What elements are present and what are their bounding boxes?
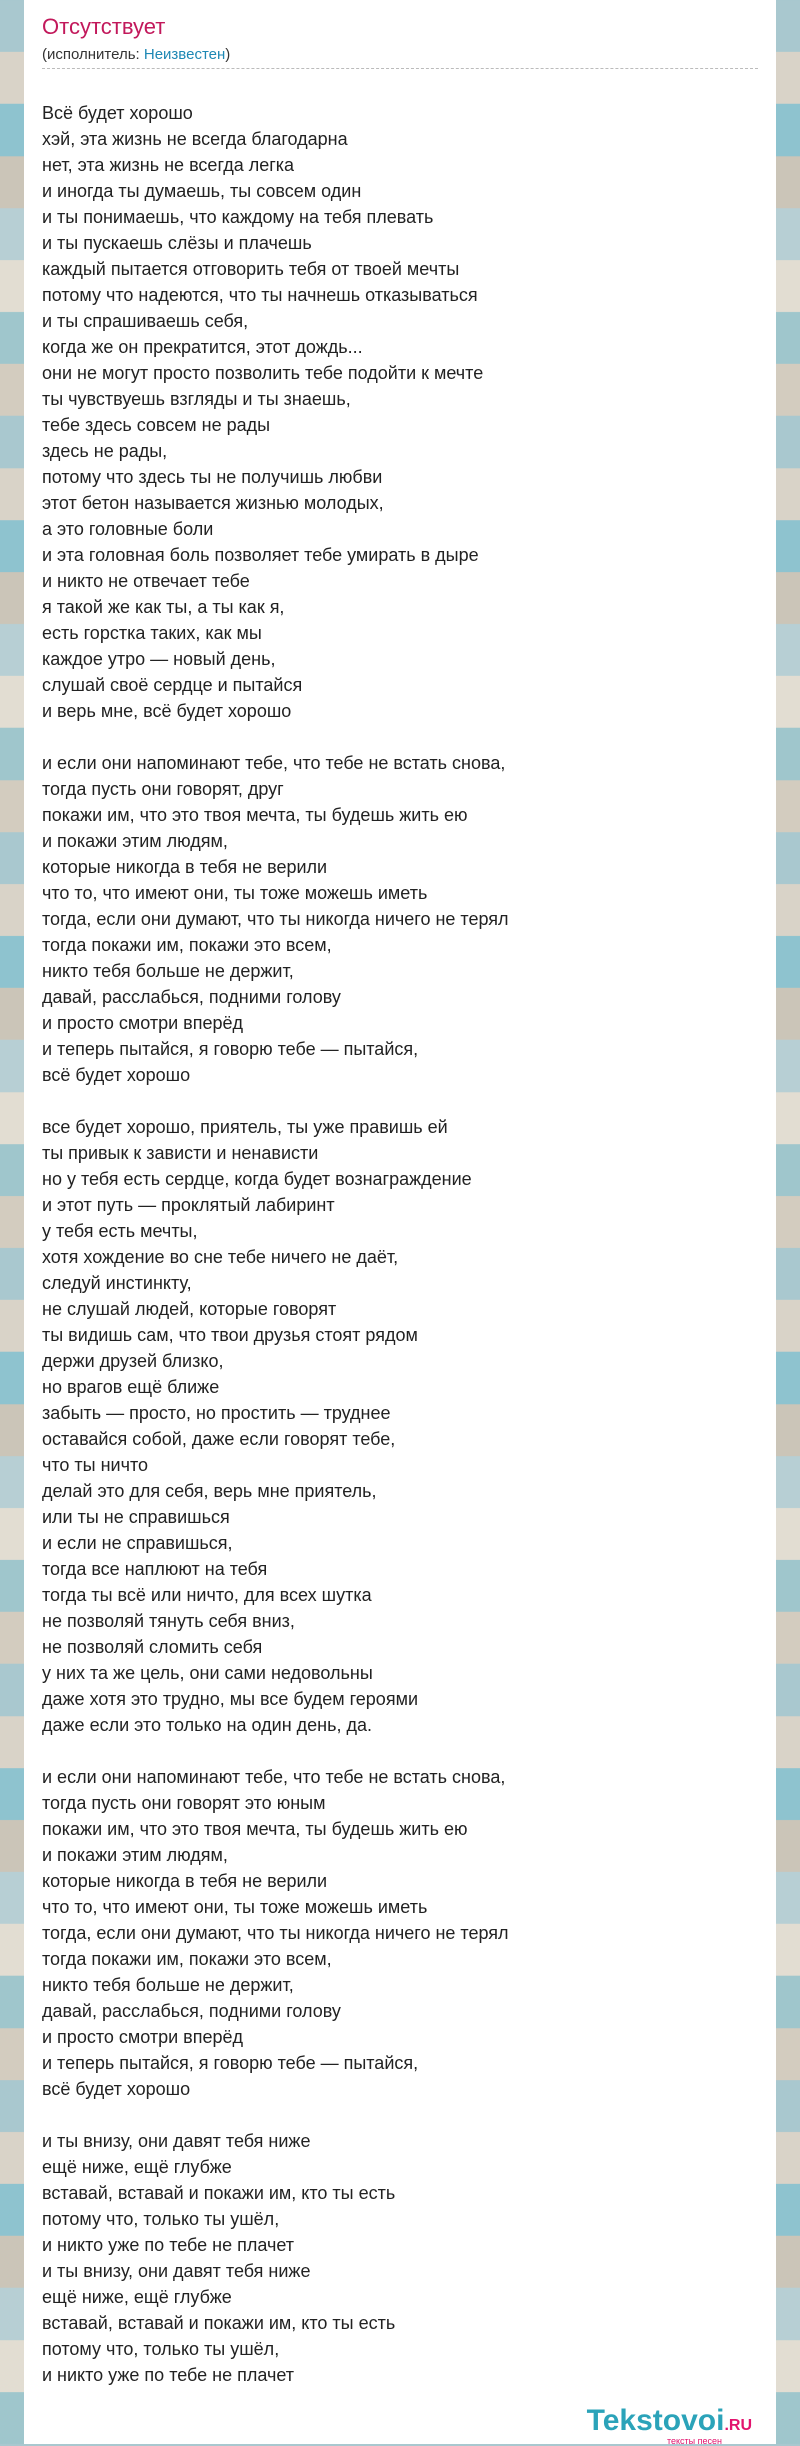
lyric-line: каждое утро — новый день, — [42, 649, 276, 669]
lyric-line: и если они напоминают тебе, что тебе не встать снова, — [42, 1767, 506, 1787]
lyric-line: забыть — просто, но простить — труднее — [42, 1403, 391, 1423]
lyric-line: у тебя есть мечты, — [42, 1221, 198, 1241]
lyric-line: даже если это только на один день, да. — [42, 1715, 373, 1735]
stanza-break — [42, 1088, 758, 1114]
lyric-line: следуй инстинкту, — [42, 1273, 192, 1293]
lyric-line: и верь мне, всё будет хорошо — [42, 701, 292, 721]
stanza-break — [42, 2102, 758, 2128]
lyric-line: делай это для себя, верь мне приятель, — [42, 1481, 377, 1501]
lyric-line: и ты внизу, они давят тебя ниже — [42, 2261, 311, 2281]
logo-tagline: тексты песен — [666, 2436, 722, 2446]
lyric-line: у них та же цель, они сами недовольны — [42, 1663, 373, 1683]
lyric-line: но у тебя есть сердце, когда будет вознаграждение — [42, 1169, 472, 1189]
lyric-line: которые никогда в тебя не верили — [42, 857, 328, 877]
lyric-line: и если они напоминают тебе, что тебе не встать снова, — [42, 753, 506, 773]
lyric-line: и ты пускаешь слёзы и плачешь — [42, 233, 312, 253]
lyric-line: а это головные боли — [42, 519, 214, 539]
lyric-line: нет, эта жизнь не всегда легка — [42, 155, 295, 175]
lyric-line: что то, что имеют они, ты тоже можешь иметь — [42, 883, 428, 903]
lyric-line: все будет хорошо, приятель, ты уже правишь ей — [42, 1117, 448, 1137]
lyric-line: давай, расслабься, подними голову — [42, 987, 341, 1007]
lyric-line: тогда покажи им, покажи это всем, — [42, 935, 332, 955]
lyric-line: но врагов ещё ближе — [42, 1377, 220, 1397]
lyric-line: потому что, только ты ушёл, — [42, 2339, 280, 2359]
stanza-break — [42, 724, 758, 750]
lyric-line: тогда, если они думают, что ты никогда ничего не терял — [42, 1923, 509, 1943]
lyric-line: каждый пытается отговорить тебя от твоей мечты — [42, 259, 460, 279]
lyric-line: когда же он прекратится, этот дождь... — [42, 337, 363, 357]
lyric-line: и ты понимаешь, что каждому на тебя плевать — [42, 207, 434, 227]
artist-suffix: ) — [225, 46, 231, 63]
lyric-line: потому что надеются, что ты начнешь отказываться — [42, 285, 478, 305]
logo-domain: .RU — [724, 2417, 752, 2434]
song-title: Отсутствует — [42, 14, 166, 39]
artist-line — [42, 46, 230, 63]
lyric-line: потому что, только ты ушёл, — [42, 2209, 280, 2229]
lyric-line: и никто не отвечает тебе — [42, 571, 250, 591]
lyric-line: и ты внизу, они давят тебя ниже — [42, 2131, 311, 2151]
lyric-line: здесь не рады, — [42, 441, 168, 461]
lyric-line: и покажи этим людям, — [42, 831, 228, 851]
lyric-line: тогда пусть они говорят это юным — [42, 1793, 326, 1813]
lyric-line: Всё будет хорошо — [42, 103, 193, 123]
lyric-line: и покажи этим людям, — [42, 1845, 228, 1865]
lyric-line: ещё ниже, ещё глубже — [42, 2157, 232, 2177]
lyric-line: ты чувствуешь взгляды и ты знаешь, — [42, 389, 351, 409]
artist-prefix: (исполнитель: — [42, 46, 144, 63]
lyric-line: что то, что имеют они, ты тоже можешь иметь — [42, 1897, 428, 1917]
lyric-line: тогда ты всё или ничто, для всех шутка — [42, 1585, 372, 1605]
lyric-line: вставай, вставай и покажи им, кто ты есть — [42, 2313, 396, 2333]
lyric-line: всё будет хорошо — [42, 2079, 191, 2099]
lyric-line: никто тебя больше не держит, — [42, 961, 294, 981]
lyric-line: и никто уже по тебе не плачет — [42, 2235, 295, 2255]
lyric-line: никто тебя больше не держит, — [42, 1975, 294, 1995]
title-divider — [42, 68, 758, 69]
lyric-line: даже хотя это трудно, мы все будем героями — [42, 1689, 418, 1709]
lyric-line: и если не справишься, — [42, 1533, 233, 1553]
lyric-line: тебе здесь совсем не рады — [42, 415, 271, 435]
lyric-line: что ты ничто — [42, 1455, 149, 1475]
lyric-line: и иногда ты думаешь, ты совсем один — [42, 181, 362, 201]
lyrics-page — [24, 0, 776, 2444]
lyric-line: я такой же как ты, а ты как я, — [42, 597, 285, 617]
lyric-line: держи друзей близко, — [42, 1351, 224, 1371]
lyric-line: ещё ниже, ещё глубже — [42, 2287, 232, 2307]
lyric-line: и теперь пытайся, я говорю тебе — пытайся, — [42, 2053, 419, 2073]
lyric-line: тогда покажи им, покажи это всем, — [42, 1949, 332, 1969]
lyric-line: слушай своё сердце и пытайся — [42, 675, 303, 695]
lyric-line: покажи им, что это твоя мечта, ты будешь жить ею — [42, 805, 468, 825]
stanza-break — [42, 1738, 758, 1764]
lyric-line: хэй, эта жизнь не всегда благодарна — [42, 129, 348, 149]
lyric-line: или ты не справишься — [42, 1507, 230, 1527]
lyric-line: и эта головная боль позволяет тебе умирать в дыре — [42, 545, 479, 565]
lyric-line: не позволяй сломить себя — [42, 1637, 263, 1657]
lyric-line: ты видишь сам, что твои друзья стоят рядом — [42, 1325, 418, 1345]
lyric-line: и просто смотри вперёд — [42, 2027, 244, 2047]
site-logo[interactable] — [587, 2406, 752, 2446]
lyric-line: тогда, если они думают, что ты никогда ничего не терял — [42, 909, 509, 929]
lyric-line: покажи им, что это твоя мечта, ты будешь жить ею — [42, 1819, 468, 1839]
lyric-line: не слушай людей, которые говорят — [42, 1299, 337, 1319]
lyric-line: и теперь пытайся, я говорю тебе — пытайся, — [42, 1039, 419, 1059]
lyric-line: оставайся собой, даже если говорят тебе, — [42, 1429, 396, 1449]
lyric-line: хотя хождение во сне тебе ничего не даёт, — [42, 1247, 399, 1267]
lyric-line: не позволяй тянуть себя вниз, — [42, 1611, 295, 1631]
lyric-line: тогда все наплюют на тебя — [42, 1559, 268, 1579]
lyric-line: вставай, вставай и покажи им, кто ты есть — [42, 2183, 396, 2203]
logo-wordmark: Tekstovoi — [586, 2404, 725, 2437]
lyric-line: и никто уже по тебе не плачет — [42, 2365, 295, 2385]
lyric-line: этот бетон называется жизнью молодых, — [42, 493, 384, 513]
lyric-line: они не могут просто позволить тебе подойти к мечте — [42, 363, 484, 383]
artist-link[interactable]: Неизвестен — [143, 46, 226, 63]
lyric-line: и ты спрашиваешь себя, — [42, 311, 249, 331]
lyric-line: и этот путь — проклятый лабиринт — [42, 1195, 335, 1215]
lyric-line: и просто смотри вперёд — [42, 1013, 244, 1033]
lyric-line: давай, расслабься, подними голову — [42, 2001, 341, 2021]
lyric-line: тогда пусть они говорят, друг — [42, 779, 284, 799]
lyric-line: которые никогда в тебя не верили — [42, 1871, 328, 1891]
lyrics-text — [42, 100, 758, 2388]
lyric-line: ты привык к зависти и ненависти — [42, 1143, 319, 1163]
lyric-line: всё будет хорошо — [42, 1065, 191, 1085]
lyric-line: есть горстка таких, как мы — [42, 623, 262, 643]
lyric-line: потому что здесь ты не получишь любви — [42, 467, 383, 487]
